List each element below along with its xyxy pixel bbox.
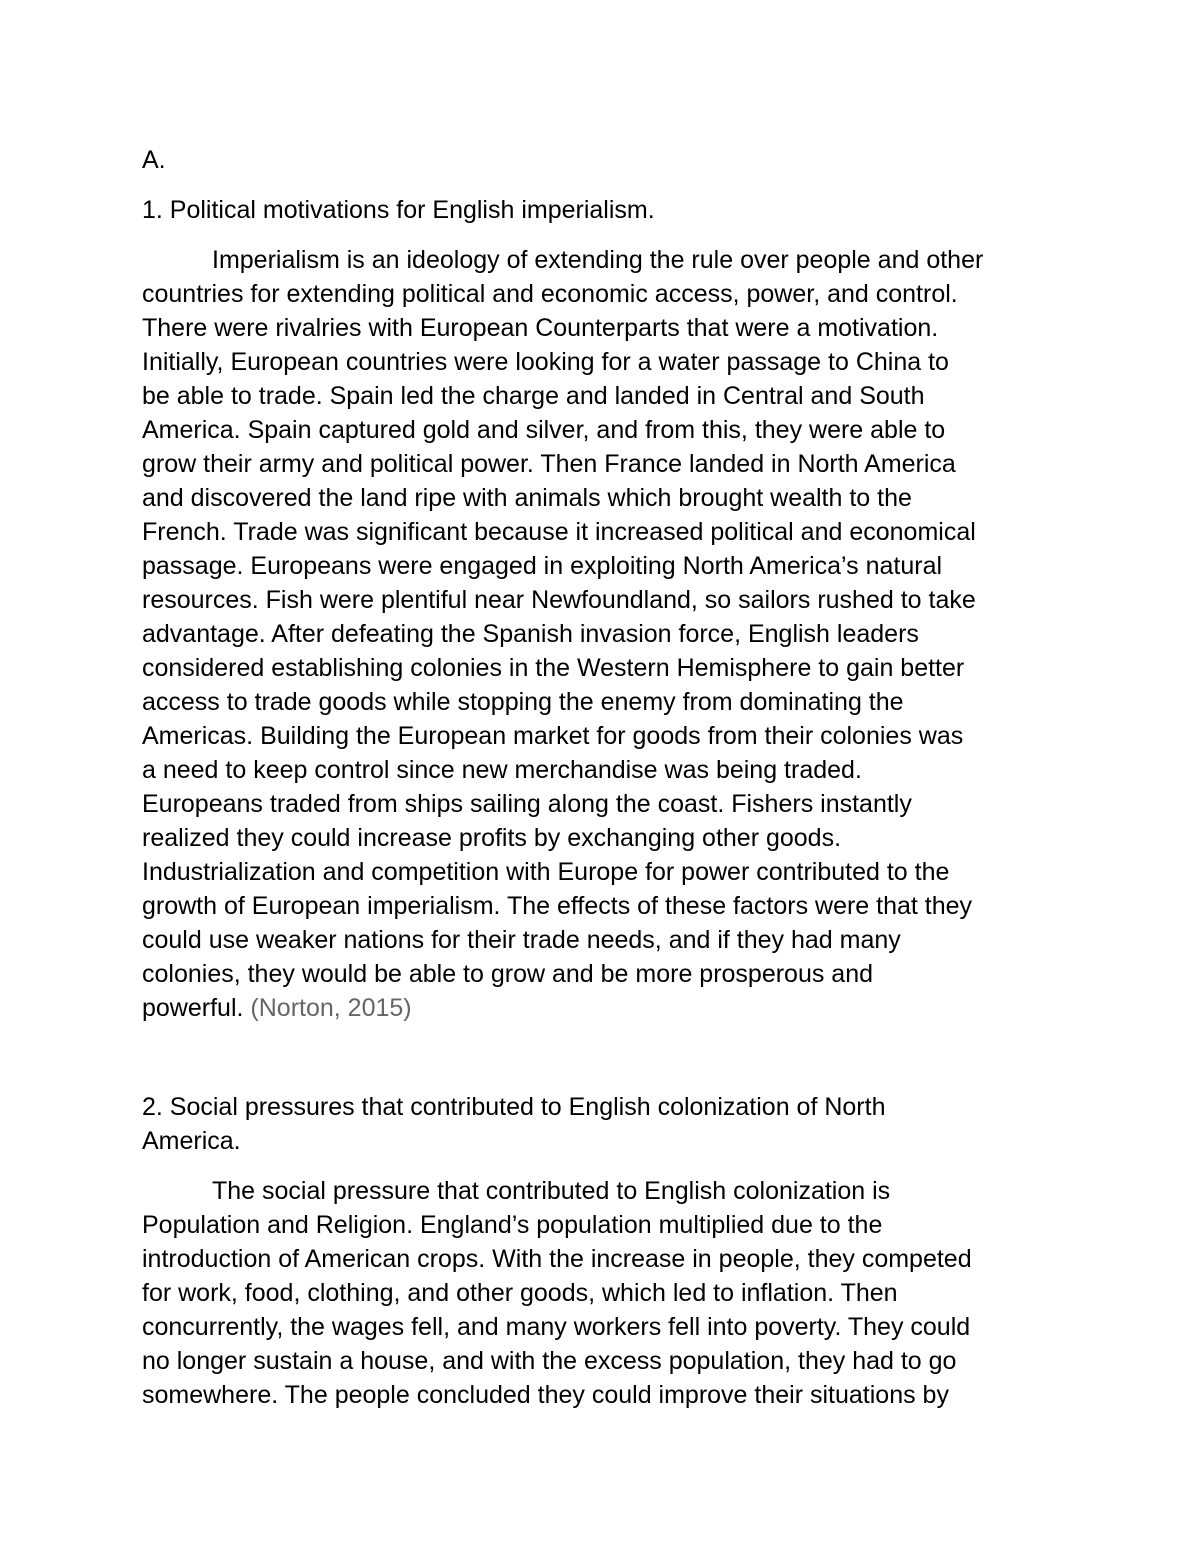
- paragraph-line: resources. Fish were plentiful near Newfoundland, so sailors rushed to take: [142, 586, 976, 614]
- citation: (Norton, 2015): [250, 994, 412, 1022]
- paragraph-line: Industrialization and competition with Europe for power contributed to the: [142, 858, 950, 886]
- paragraph-line: Imperialism is an ideology of extending the rule over people and other: [212, 246, 984, 274]
- paragraph-line: colonies, they would be able to grow and be more prosperous and: [142, 960, 874, 988]
- paragraph-line: no longer sustain a house, and with the excess population, they had to go: [142, 1347, 957, 1375]
- paragraph-last-line: [142, 991, 1102, 1025]
- paragraph-line: be able to trade. Spain led the charge and landed in Central and South: [142, 382, 925, 410]
- paragraph-line: Americas. Building the European market for goods from their colonies was: [142, 722, 964, 750]
- paragraph-line: countries for extending political and economic access, power, and control.: [142, 280, 958, 308]
- paragraph-line: Population and Religion. England’s population multiplied due to the: [142, 1211, 883, 1239]
- paragraph-line: could use weaker nations for their trade needs, and if they had many: [142, 926, 901, 954]
- question-1-heading: [142, 193, 1102, 227]
- paragraph-line: realized they could increase profits by exchanging other goods.: [142, 824, 842, 852]
- paragraph-line: a need to keep control since new merchandise was being traded.: [142, 756, 862, 784]
- question-2-heading-line: America.: [142, 1127, 241, 1155]
- paragraph-line: passage. Europeans were engaged in exploiting North America’s natural: [142, 552, 943, 580]
- paragraph-last-line-text: powerful.: [142, 994, 244, 1022]
- paragraph-line: grow their army and political power. Then France landed in North America: [142, 450, 956, 478]
- paragraph-line: considered establishing colonies in the Western Hemisphere to gain better: [142, 654, 965, 682]
- paragraph-line: The social pressure that contributed to English colonization is: [212, 1177, 891, 1205]
- paragraph-line: and discovered the land ripe with animals which brought wealth to the: [142, 484, 912, 512]
- paragraph-line: advantage. After defeating the Spanish invasion force, English leaders: [142, 620, 919, 648]
- paragraph-line: growth of European imperialism. The effects of these factors were that they: [142, 892, 973, 920]
- section-label: [142, 143, 1102, 177]
- paragraph-line: for work, food, clothing, and other goods, which led to inflation. Then: [142, 1279, 898, 1307]
- question-2-heading-line: 2. Social pressures that contributed to English colonization of North: [142, 1093, 886, 1121]
- paragraph-line: introduction of American crops. With the increase in people, they competed: [142, 1245, 972, 1273]
- paragraph-line: concurrently, the wages fell, and many workers fell into poverty. They could: [142, 1313, 971, 1341]
- question-2-paragraph: [142, 1174, 1102, 1412]
- paragraph-line: There were rivalries with European Counterparts that were a motivation.: [142, 314, 939, 342]
- paragraph-line: somewhere. The people concluded they could improve their situations by: [142, 1381, 949, 1409]
- section-label-text: A.: [142, 146, 166, 174]
- paragraph-line: French. Trade was significant because it increased political and economical: [142, 518, 976, 546]
- paragraph-line: America. Spain captured gold and silver, and from this, they were able to: [142, 416, 946, 444]
- paragraph-line: Europeans traded from ships sailing along the coast. Fishers instantly: [142, 790, 912, 818]
- question-1-paragraph: [142, 243, 1102, 1025]
- paragraph-line: Initially, European countries were looking for a water passage to China to: [142, 348, 949, 376]
- question-1-heading-text: 1. Political motivations for English imperialism.: [142, 196, 655, 224]
- paragraph-line: access to trade goods while stopping the enemy from dominating the: [142, 688, 904, 716]
- question-2-heading: [142, 1090, 1102, 1158]
